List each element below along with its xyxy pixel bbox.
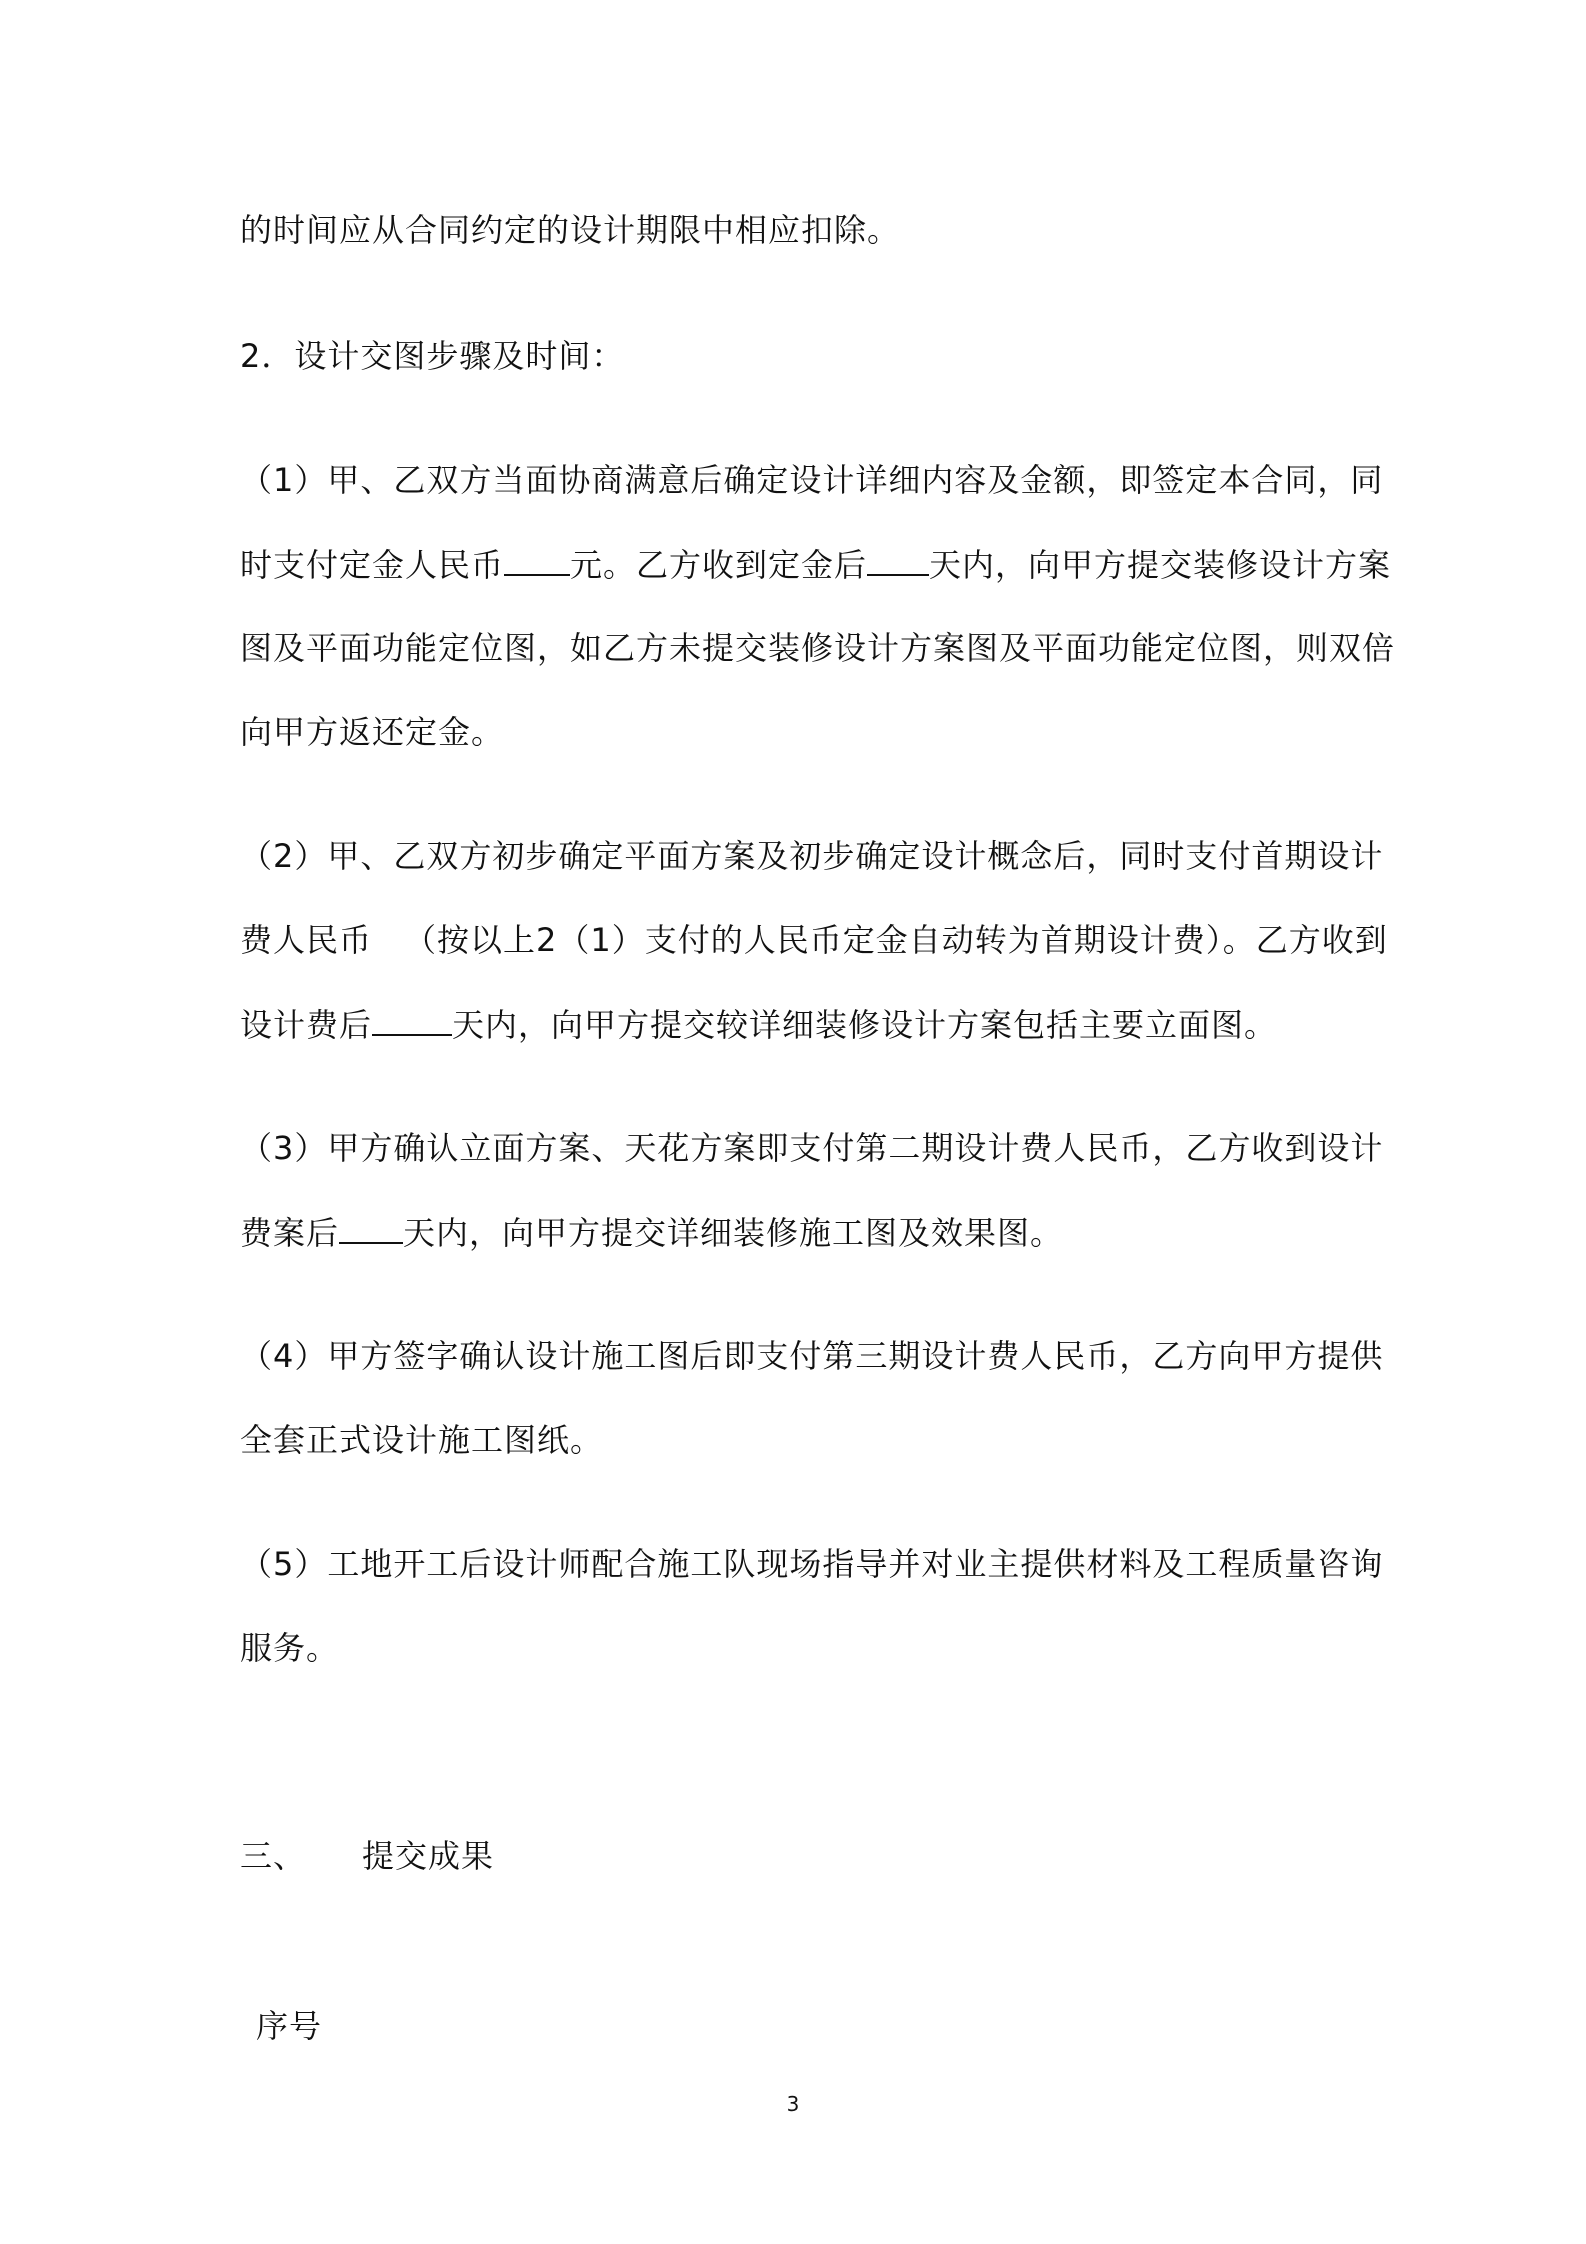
item-4-line-2: 全套正式设计施工图纸。: [240, 1421, 604, 1459]
blank-days-2: [372, 1004, 452, 1036]
item-1-line-4: 向甲方返还定金。: [240, 713, 505, 751]
item-1-line-3: 图及平面功能定位图，如乙方未提交装修设计方案图及平面功能定位图，则双倍: [240, 629, 1396, 667]
item-5-line-1: （5）工地开工后设计师配合施工队现场指导并对业主提供材料及工程质量咨询: [240, 1545, 1384, 1583]
blank-days-3: [339, 1212, 403, 1244]
section-3-heading: [240, 1836, 494, 1876]
table-header-serial-number: 序号: [256, 2007, 323, 2045]
section-3-number: 三、: [240, 1837, 307, 1875]
section-2-heading: 2．设计交图步骤及时间：: [240, 337, 625, 375]
item-3-line-2: 费案后 天内，向甲方提交详细装修施工图及效果图。: [240, 1214, 1064, 1252]
section-3-title: 提交成果: [362, 1837, 495, 1875]
blank-deposit-amount: [504, 544, 570, 576]
item-4-line-1: （4）甲方签字确认设计施工图后即支付第三期设计费人民币，乙方向甲方提供: [240, 1337, 1384, 1375]
paragraph-continuation: 的时间应从合同约定的设计期限中相应扣除。: [240, 211, 901, 249]
item-3-line-1: （3）甲方确认立面方案、天花方案即支付第二期设计费人民币，乙方收到设计: [240, 1129, 1384, 1167]
blank-days-1: [867, 544, 929, 576]
item-2-line-3: 设计费后 天内，向甲方提交较详细装修设计方案包括主要立面图。: [240, 1006, 1278, 1044]
item-5-line-2: 服务。: [240, 1629, 340, 1667]
page-number: 3: [786, 2092, 800, 2116]
item-1-line-2: 时支付定金人民币 元。乙方收到定金后 天内，向甲方提交装修设计方案: [240, 546, 1392, 584]
item-1-line-1: （1）甲、乙双方当面协商满意后确定设计详细内容及金额，即签定本合同，同: [240, 461, 1384, 499]
item-2-line-2: 费人民币 （按以上2（1）支付的人民币定金自动转为首期设计费）。乙方收到: [240, 921, 1388, 959]
item-2-line-1: （2）甲、乙双方初步确定平面方案及初步确定设计概念后，同时支付首期设计: [240, 837, 1384, 875]
